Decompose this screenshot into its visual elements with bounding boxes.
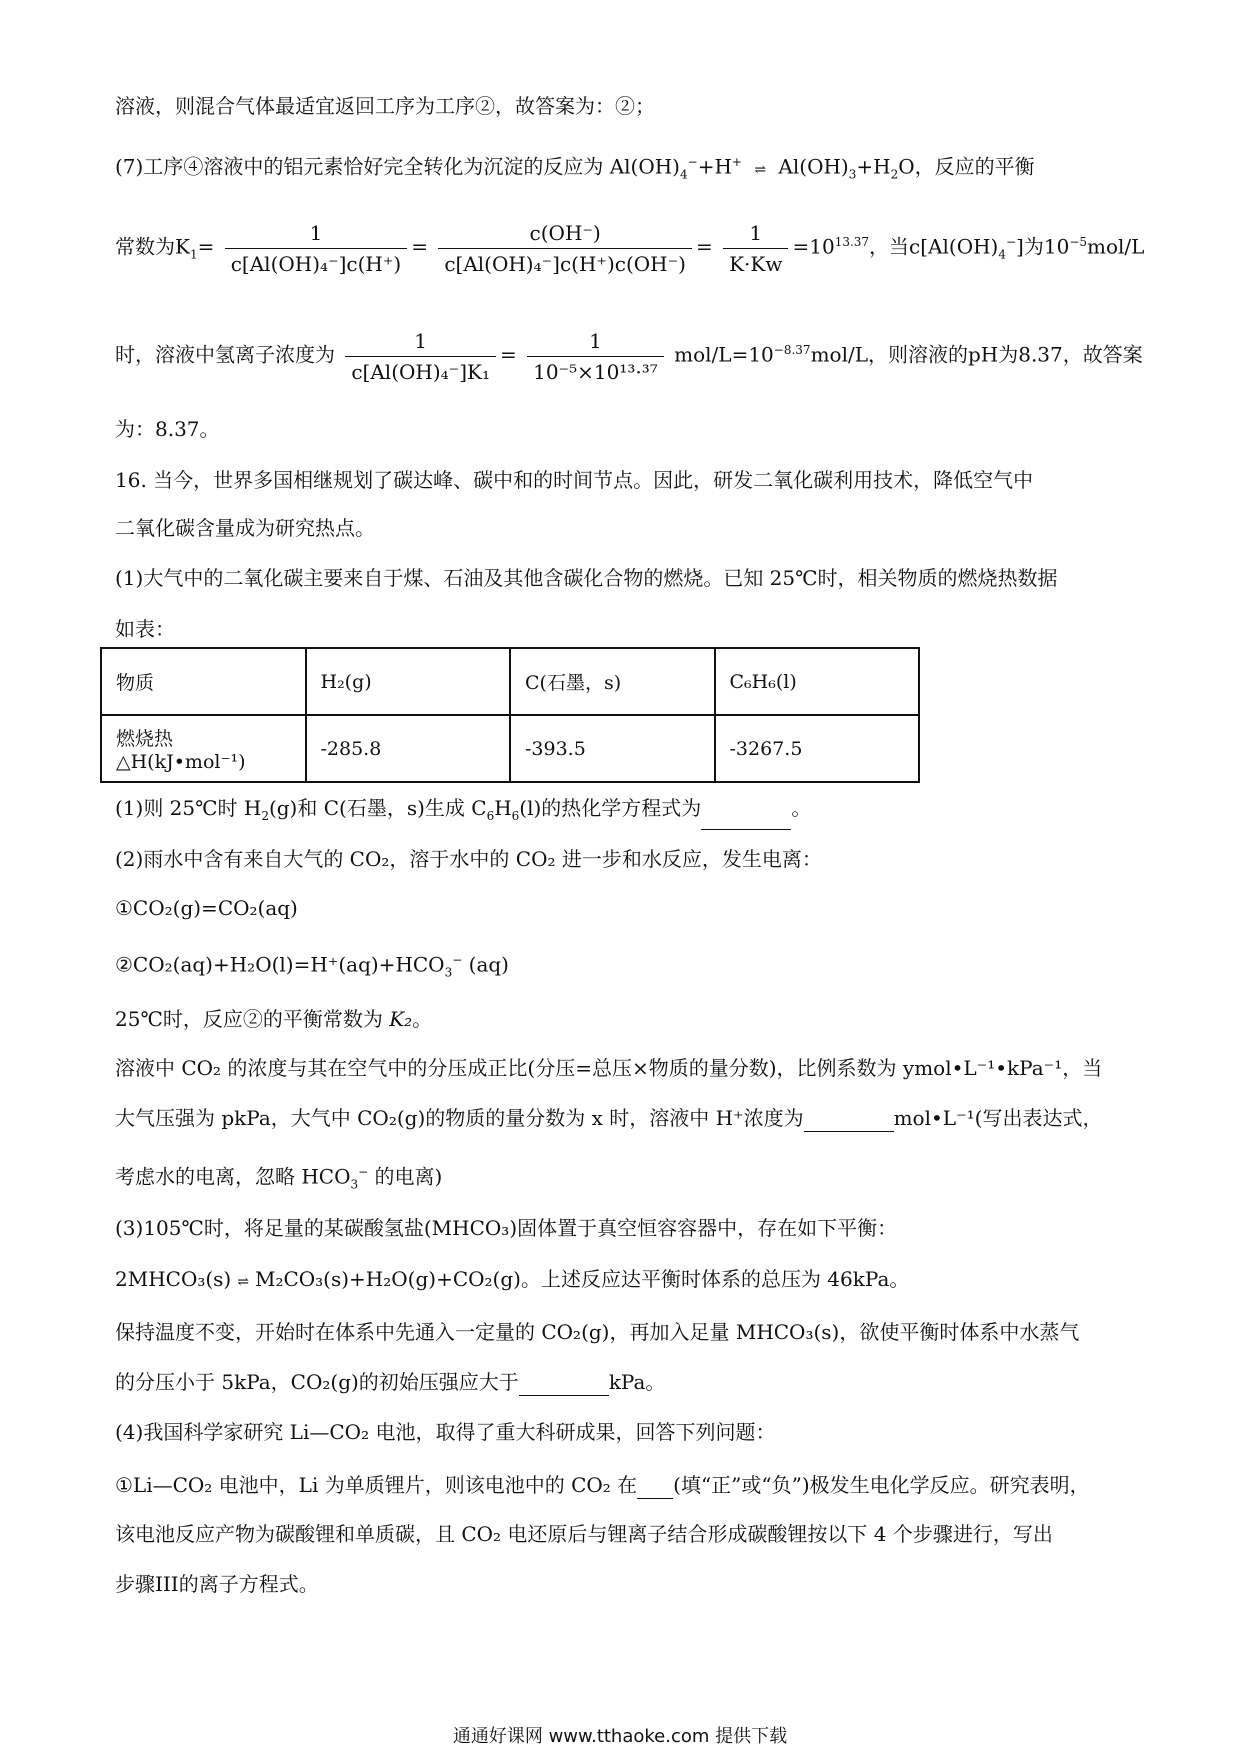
- answer-blank[interactable]: [519, 1367, 609, 1396]
- numerator: 1: [345, 328, 496, 357]
- text-line: [115, 1570, 1140, 1598]
- text: (1)则 25℃时 H: [115, 796, 262, 820]
- table-row: [101, 648, 919, 715]
- text-line: [115, 1054, 1140, 1082]
- text-line: [115, 564, 1140, 592]
- text: =: [197, 234, 215, 259]
- superscript: +: [731, 155, 742, 169]
- text: 大气压强为 pkPa，大气中 CO₂(g)的物质的量分数为 x 时，溶液中 H⁺浓度为: [115, 1106, 804, 1130]
- text-line: [115, 1158, 1140, 1199]
- subscript: 4: [680, 167, 688, 182]
- text: =: [411, 234, 428, 259]
- text: 的电离): [368, 1164, 443, 1189]
- text: 二氧化碳含量成为研究热点。: [115, 516, 375, 540]
- text: ，当: [869, 234, 910, 259]
- table-cell: 燃烧热△H(kJ•mol⁻¹): [101, 715, 306, 782]
- text: 的分压小于 5kPa，CO₂(g)的初始压强应大于: [115, 1370, 519, 1394]
- text-line: [115, 514, 1140, 542]
- page-footer: 通通好课网 www.tthaoke.com 提供下载: [452, 1726, 788, 1747]
- text: 常数为K: [115, 234, 190, 259]
- text: (1)大气中的二氧化碳主要来自于煤、石油及其他含碳化合物的燃烧。已知 25℃时，相关物质的燃烧热数据: [115, 566, 1058, 590]
- text-line: [115, 845, 1140, 873]
- subscript: 3: [350, 1177, 359, 1192]
- text-line: [115, 1318, 1140, 1346]
- numerator: 1: [225, 220, 407, 249]
- subscript: 6: [511, 809, 520, 823]
- text: (3)105℃时，将足量的某碳酸氢盐(MHCO₃)固体置于真空恒容容器中，存在如下平衡：: [115, 1216, 898, 1240]
- table-row: [101, 715, 919, 782]
- constant-symbol: K₂: [389, 1007, 413, 1031]
- text-line: [115, 615, 1140, 643]
- denominator: c[Al(OH)₄⁻]K₁: [351, 359, 490, 384]
- fraction: [723, 220, 788, 277]
- text: O，反应的平衡: [898, 154, 1035, 179]
- text: ①CO₂(g)=CO₂(aq): [115, 896, 298, 920]
- answer-blank[interactable]: [804, 1103, 894, 1132]
- table-cell: -393.5: [510, 715, 715, 782]
- equation-line: [115, 320, 1143, 385]
- text: H: [494, 796, 512, 820]
- numerator: 1: [723, 220, 788, 249]
- text: ]为10: [1016, 234, 1070, 259]
- text-line: [115, 946, 1140, 987]
- fraction: [225, 220, 407, 277]
- text: 。: [412, 1007, 433, 1031]
- text: kPa。: [608, 1370, 666, 1394]
- text: ①Li—CO₂ 电池中，Li 为单质锂片，则该电池中的 CO₂ 在: [115, 1473, 638, 1497]
- text: mol/L=10: [674, 342, 774, 367]
- text: ②CO₂(aq)+H₂O(l)=H⁺(aq)+HCO: [115, 952, 445, 977]
- text: (aq): [462, 952, 509, 977]
- fraction: [345, 328, 496, 385]
- answer-blank[interactable]: [701, 801, 791, 830]
- table-cell: H₂(g): [306, 648, 511, 715]
- text-line: [115, 1265, 1140, 1296]
- subscript: 3: [848, 167, 857, 182]
- text: mol/L: [1087, 234, 1145, 259]
- text: (2)雨水中含有来自大气的 CO₂，溶于水中的 CO₂ 进一步和水反应，发生电离：: [115, 847, 822, 871]
- denominator: c[Al(OH)₄⁻]c(H⁺): [230, 251, 402, 276]
- text: mol/L，则溶液的pH为8.37，故答案: [810, 342, 1143, 367]
- text-line: [115, 1005, 1140, 1033]
- table-cell: -285.8: [306, 715, 511, 782]
- numerator: c(OH⁻): [438, 220, 692, 249]
- superscript: −5: [1069, 235, 1088, 249]
- table-cell: C(石墨，s): [510, 648, 715, 715]
- text: mol•L⁻¹(写出表达式，: [893, 1106, 1103, 1130]
- text: 。: [791, 796, 812, 820]
- text: 时，溶液中氢离子浓度为: [115, 342, 335, 367]
- formula: Al(OH): [609, 154, 680, 179]
- text-line: [115, 1103, 1140, 1132]
- answer-blank[interactable]: [637, 1470, 673, 1499]
- text-line: [115, 1470, 1140, 1499]
- subscript: 4: [998, 247, 1006, 262]
- superscript: −: [1005, 235, 1017, 249]
- text: 2MHCO₃(s): [115, 1267, 232, 1291]
- formula: +H: [697, 154, 732, 179]
- superscript: −: [452, 953, 463, 967]
- text: (7)工序④溶液中的铝元素恰好完全转化为沉淀的反应为: [115, 154, 604, 179]
- text-line: [115, 1214, 1140, 1242]
- text: 为：8.37。: [115, 417, 220, 441]
- text: 16. 当今，世界多国相继规划了碳达峰、碳中和的时间节点。因此，研发二氧化碳利用技术，降低空气中: [115, 468, 1034, 492]
- text: (4)我国科学家研究 Li—CO₂ 电池，取得了重大科研成果，回答下列问题：: [115, 1420, 776, 1444]
- formula: Al(OH): [778, 154, 849, 179]
- superscript: −: [687, 155, 698, 169]
- text: M₂CO₃(s)+H₂O(g)+CO₂(g)。上述反应达平衡时体系的总压为 46kPa。: [254, 1267, 910, 1291]
- superscript: −8.37: [773, 343, 811, 357]
- text: 溶液，则混合气体最适宜返回工序为工序②，故答案为：②；: [115, 94, 655, 118]
- equilibrium-sign: ⇌: [237, 1274, 249, 1290]
- text-line: [115, 894, 1140, 922]
- text: =: [695, 234, 713, 259]
- table-cell: 物质: [101, 648, 306, 715]
- text-line: [115, 1520, 1140, 1548]
- text: =: [499, 342, 517, 367]
- text-line: [115, 794, 1140, 830]
- text-line: [115, 148, 1140, 189]
- subscript: 2: [261, 809, 269, 823]
- text: 保持温度不变，开始时在体系中先通入一定量的 CO₂(g)，再加入足量 MHCO₃(s)，欲使平衡时体系中水蒸气: [115, 1320, 1080, 1344]
- text: 溶液中 CO₂ 的浓度与其在空气中的分压成正比(分压=总压×物质的量分数)，比例系数为 ymol•L⁻¹•kPa⁻¹，当: [115, 1056, 1103, 1080]
- formula: c[Al(OH): [909, 234, 999, 259]
- combustion-heat-table: [100, 647, 920, 783]
- subscript: 1: [189, 247, 198, 262]
- text: 考虑水的电离，忽略 HCO: [115, 1164, 351, 1189]
- text: (填“正”或“负”)极发生电化学反应。研究表明，: [673, 1473, 1090, 1497]
- table-cell: -3267.5: [715, 715, 920, 782]
- text: 25℃时，反应②的平衡常数为: [115, 1007, 390, 1031]
- subscript: 3: [444, 965, 453, 980]
- fraction: [527, 328, 664, 385]
- fraction: [438, 220, 692, 277]
- text: =10: [792, 234, 835, 259]
- text-line: [115, 92, 1140, 120]
- text-line: [115, 1418, 1140, 1446]
- text-line: [115, 466, 1140, 494]
- equilibrium-sign: ⇌: [754, 161, 767, 178]
- table-cell: C₆H₆(l): [715, 648, 920, 715]
- subscript: 2: [890, 167, 899, 182]
- equation-line: [115, 212, 1145, 285]
- denominator: K·Kw: [729, 251, 783, 276]
- text: 该电池反应产物为碳酸锂和单质碳，且 CO₂ 电还原后与锂离子结合形成碳酸锂按以下 4 个步骤进行，写出: [115, 1522, 1053, 1546]
- denominator: 10⁻⁵×10¹³·³⁷: [533, 359, 658, 384]
- text: (l)的热化学方程式为: [519, 796, 702, 820]
- superscript: 13.37: [834, 235, 870, 249]
- superscript: −: [358, 1165, 369, 1179]
- denominator: c[Al(OH)₄⁻]c(H⁺)c(OH⁻): [444, 251, 686, 276]
- text: 如表：: [115, 617, 175, 641]
- text: 步骤III的离子方程式。: [115, 1572, 319, 1596]
- subscript: 6: [486, 809, 495, 823]
- text: (g)和 C(石墨，s)生成 C: [268, 796, 487, 820]
- text-line: [115, 1367, 1140, 1396]
- text-line: [115, 415, 1140, 443]
- formula: +H: [856, 154, 891, 179]
- numerator: 1: [527, 328, 664, 357]
